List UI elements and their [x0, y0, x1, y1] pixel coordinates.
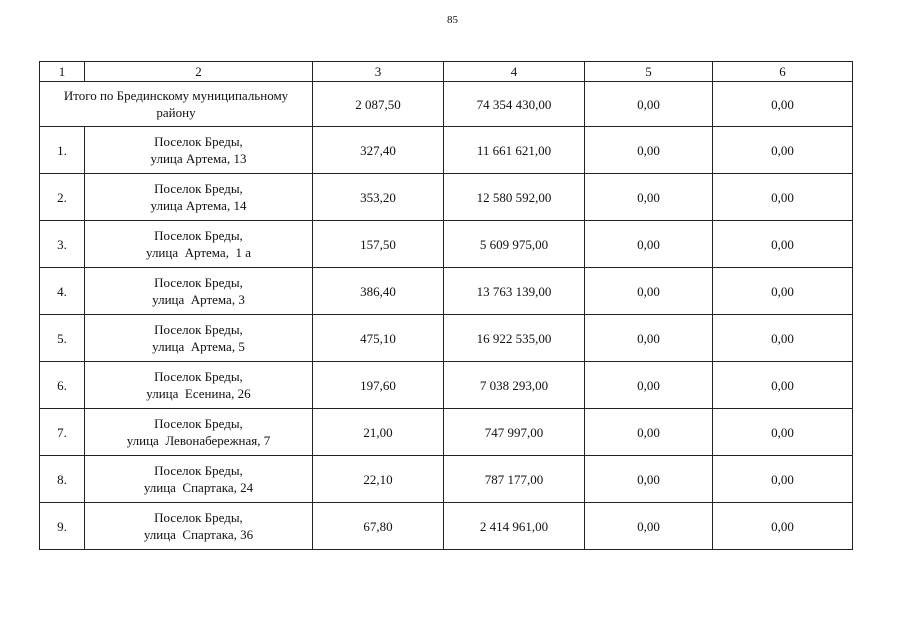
row-number: 2. — [40, 174, 85, 221]
area-cell: 22,10 — [313, 456, 444, 503]
area-cell: 197,60 — [313, 362, 444, 409]
page-number: 85 — [447, 14, 458, 26]
row-number: 9. — [40, 503, 85, 550]
cost-cell: 12 580 592,00 — [444, 174, 585, 221]
address-cell — [85, 456, 313, 503]
total-col6: 0,00 — [713, 82, 853, 127]
address-line-settlement: Поселок Бреды, — [154, 275, 243, 290]
col6-cell: 0,00 — [713, 127, 853, 174]
address-line-settlement: Поселок Бреды, — [154, 228, 243, 243]
address-line-street: улица Артема, 1 а — [146, 245, 251, 260]
table-row — [40, 362, 853, 409]
address-line-street: улица Артема, 5 — [152, 339, 245, 354]
cost-cell: 5 609 975,00 — [444, 221, 585, 268]
address-cell — [85, 127, 313, 174]
total-col5: 0,00 — [585, 82, 713, 127]
col6-cell: 0,00 — [713, 315, 853, 362]
col5-cell: 0,00 — [585, 268, 713, 315]
table-row — [40, 456, 853, 503]
row-number: 4. — [40, 268, 85, 315]
row-number: 1. — [40, 127, 85, 174]
row-number: 6. — [40, 362, 85, 409]
table-row — [40, 503, 853, 550]
address-cell — [85, 315, 313, 362]
column-header: 2 — [85, 62, 313, 82]
data-table — [39, 61, 853, 550]
col5-cell: 0,00 — [585, 409, 713, 456]
cost-cell: 16 922 535,00 — [444, 315, 585, 362]
address-cell — [85, 221, 313, 268]
area-cell: 21,00 — [313, 409, 444, 456]
col6-cell: 0,00 — [713, 503, 853, 550]
total-row — [40, 82, 853, 127]
col5-cell: 0,00 — [585, 127, 713, 174]
table-row — [40, 409, 853, 456]
address-line-street: улица Есенина, 26 — [146, 386, 251, 401]
column-header: 4 — [444, 62, 585, 82]
total-cost: 74 354 430,00 — [444, 82, 585, 127]
row-number: 3. — [40, 221, 85, 268]
area-cell: 157,50 — [313, 221, 444, 268]
table-row — [40, 127, 853, 174]
address-line-street: улица Спартака, 24 — [143, 480, 254, 495]
address-cell — [85, 174, 313, 221]
cost-cell: 7 038 293,00 — [444, 362, 585, 409]
col6-cell: 0,00 — [713, 409, 853, 456]
col5-cell: 0,00 — [585, 221, 713, 268]
address-line-street: улица Артема, 14 — [150, 198, 247, 213]
rows-body — [40, 127, 853, 550]
col6-cell: 0,00 — [713, 456, 853, 503]
col5-cell: 0,00 — [585, 174, 713, 221]
column-number-row — [40, 62, 853, 82]
address-line-settlement: Поселок Бреды, — [154, 134, 243, 149]
address-cell — [85, 409, 313, 456]
column-header: 3 — [313, 62, 444, 82]
cost-cell: 787 177,00 — [444, 456, 585, 503]
address-line-street: улица Левонабережная, 7 — [126, 433, 271, 448]
row-number: 7. — [40, 409, 85, 456]
column-header: 1 — [40, 62, 85, 82]
area-cell: 327,40 — [313, 127, 444, 174]
col5-cell: 0,00 — [585, 503, 713, 550]
cost-cell: 2 414 961,00 — [444, 503, 585, 550]
col6-cell: 0,00 — [713, 362, 853, 409]
table-row — [40, 268, 853, 315]
address-cell — [85, 362, 313, 409]
address-line-settlement: Поселок Бреды, — [154, 322, 243, 337]
col5-cell: 0,00 — [585, 315, 713, 362]
cost-cell: 747 997,00 — [444, 409, 585, 456]
cost-cell: 11 661 621,00 — [444, 127, 585, 174]
row-number: 5. — [40, 315, 85, 362]
area-cell: 353,20 — [313, 174, 444, 221]
address-cell — [85, 268, 313, 315]
address-line-street: улица Артема, 3 — [152, 292, 245, 307]
address-line-settlement: Поселок Бреды, — [154, 463, 243, 478]
total-area: 2 087,50 — [313, 82, 444, 127]
column-header: 6 — [713, 62, 853, 82]
col6-cell: 0,00 — [713, 221, 853, 268]
col6-cell: 0,00 — [713, 268, 853, 315]
area-cell: 67,80 — [313, 503, 444, 550]
address-cell — [85, 503, 313, 550]
table-row — [40, 315, 853, 362]
table-row — [40, 174, 853, 221]
address-line-street: улица Артема, 13 — [150, 151, 247, 166]
address-line-settlement: Поселок Бреды, — [154, 510, 243, 525]
address-line-settlement: Поселок Бреды, — [154, 181, 243, 196]
area-cell: 475,10 — [313, 315, 444, 362]
column-header: 5 — [585, 62, 713, 82]
col6-cell: 0,00 — [713, 174, 853, 221]
area-cell: 386,40 — [313, 268, 444, 315]
cost-cell: 13 763 139,00 — [444, 268, 585, 315]
address-line-settlement: Поселок Бреды, — [154, 416, 243, 431]
total-label: Итого по Брединскому муниципальному району — [40, 82, 313, 127]
address-line-street: улица Спартака, 36 — [143, 527, 254, 542]
col5-cell: 0,00 — [585, 456, 713, 503]
table-row — [40, 221, 853, 268]
col5-cell: 0,00 — [585, 362, 713, 409]
row-number: 8. — [40, 456, 85, 503]
address-line-settlement: Поселок Бреды, — [154, 369, 243, 384]
